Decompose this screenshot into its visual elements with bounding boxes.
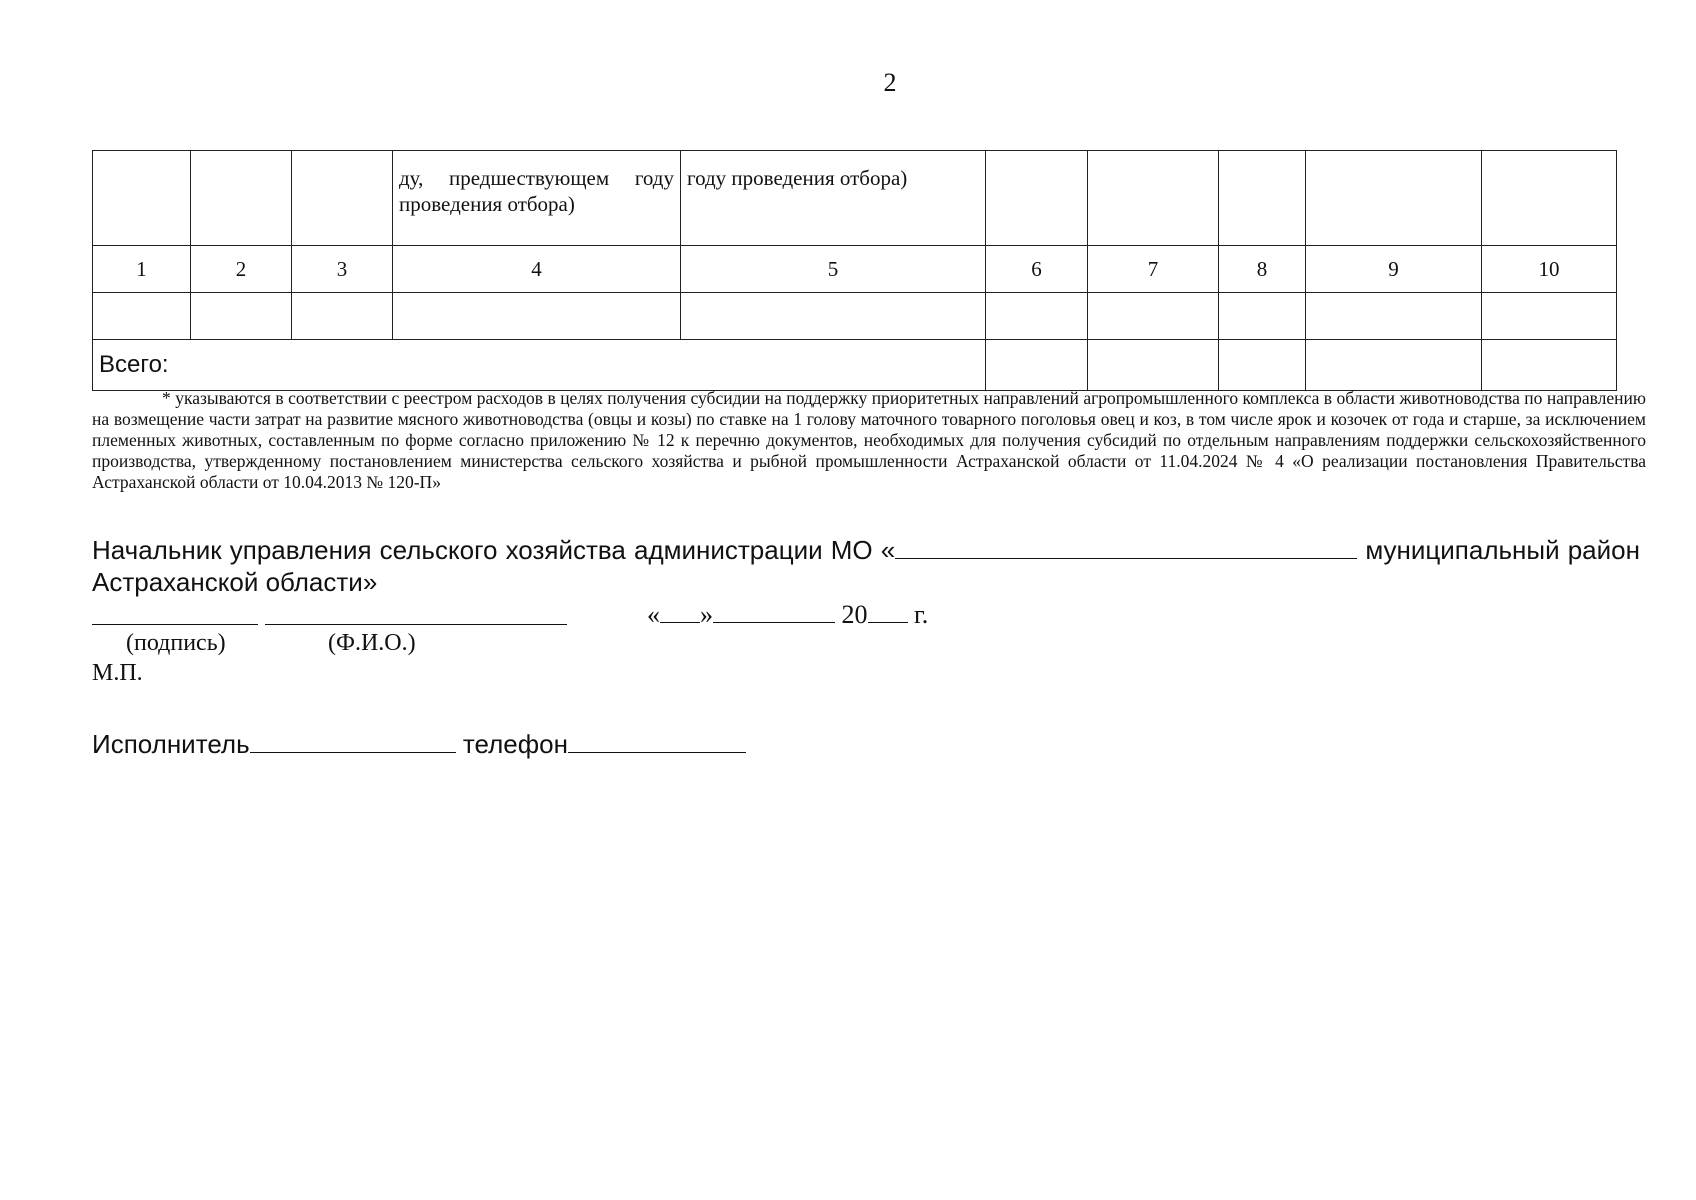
table-cell: [1219, 151, 1306, 246]
name-blank: [265, 624, 567, 625]
table-cell: [1482, 151, 1617, 246]
page-number: 2: [883, 68, 897, 97]
column-number: 5: [681, 246, 986, 293]
footnote-text: * указываются в соответствии с реестром расходов в целях получения субсидии на поддержку приоритетных направлений агропромышленного комплекса в области животноводства по направлению на возмещение части затрат на развитие мясного животноводства (овцы и козы) по ставке на 1 голову маточного товарного поголовья овец и коз, в том числе ярок и козочек от года и старше, за исключением племенных животных, составленным по форме согласно приложению № 12 к перечню документов, необходимых для получения субсидий по отдельным направлениям поддержки сельскохозяйственного производства, утвержденному постановлением министерства сельского хозяйства и рыбной промышленности Астраханской области от 11.04.2024 № 4 «О реализации постановления Правительства Астраханской области от 10.04.2013 № 120-П»: [92, 388, 1646, 492]
day-blank: [660, 596, 700, 623]
column-number: 3: [292, 246, 393, 293]
executor-label: Исполнитель: [92, 729, 250, 759]
year-prefix: 20: [841, 600, 868, 629]
caption-signature: (подпись): [126, 630, 226, 656]
signature-title-line2: Астраханской области»: [92, 567, 378, 597]
table-cell: [1088, 151, 1219, 246]
date-close-quote: »: [700, 600, 713, 629]
signature-title-prefix: Начальник управления сельского хозяйства администрации МО «: [92, 535, 896, 565]
signature-title: [92, 532, 1640, 598]
total-label: Всего:: [93, 340, 986, 391]
table-column-numbers-row: [93, 246, 1617, 293]
column-number: 10: [1482, 246, 1617, 293]
table-total-row: [93, 340, 1617, 391]
signature-captions: [92, 630, 592, 660]
municipality-blank: [895, 532, 1357, 559]
column-number: 1: [93, 246, 191, 293]
table-cell: [1482, 340, 1617, 391]
table-cell: [393, 293, 681, 340]
table-cell: [1088, 293, 1219, 340]
table-cell: [681, 293, 986, 340]
caption-name: (Ф.И.О.): [328, 630, 416, 656]
phone-blank: [568, 726, 746, 753]
table-cell: [986, 340, 1088, 391]
table-cell: [1306, 293, 1482, 340]
stamp-label: М.П.: [92, 660, 143, 686]
table-cell: [986, 293, 1088, 340]
signature-line: [92, 596, 992, 630]
month-blank: [713, 596, 835, 623]
table-cell: [93, 293, 191, 340]
table-cell: [1482, 293, 1617, 340]
signature-blank: [92, 624, 258, 625]
executor-line: [92, 726, 746, 760]
table-cell: [1219, 340, 1306, 391]
table-cell-col5-text: году проведения отбора): [681, 151, 986, 246]
table-cell: [1219, 293, 1306, 340]
table-continuation-row: [93, 151, 1617, 246]
date-field: [647, 596, 928, 630]
column-number: 9: [1306, 246, 1482, 293]
column-number: 7: [1088, 246, 1219, 293]
form-table: [92, 150, 1617, 391]
table-cell: [191, 293, 292, 340]
phone-label: телефон: [462, 729, 568, 759]
executor-blank: [250, 726, 456, 753]
date-open-quote: «: [647, 600, 660, 629]
year-blank: [868, 596, 908, 623]
table-cell: [292, 293, 393, 340]
signature-title-line: [92, 532, 1640, 566]
table-cell: [292, 151, 393, 246]
column-number: 4: [393, 246, 681, 293]
table-cell: [1088, 340, 1219, 391]
table-cell: [986, 151, 1088, 246]
table-cell-col4-text: ду, предшествующем году проведения отбора): [393, 151, 681, 246]
year-suffix: г.: [914, 600, 929, 629]
table-cell: [191, 151, 292, 246]
table-cell: [1306, 340, 1482, 391]
column-number: 2: [191, 246, 292, 293]
table-cell: [93, 151, 191, 246]
signature-title-suffix: муниципальный район: [1365, 535, 1640, 565]
table-row: [93, 293, 1617, 340]
footnote: [92, 388, 1646, 493]
column-number: 8: [1219, 246, 1306, 293]
table-cell: [1306, 151, 1482, 246]
column-number: 6: [986, 246, 1088, 293]
